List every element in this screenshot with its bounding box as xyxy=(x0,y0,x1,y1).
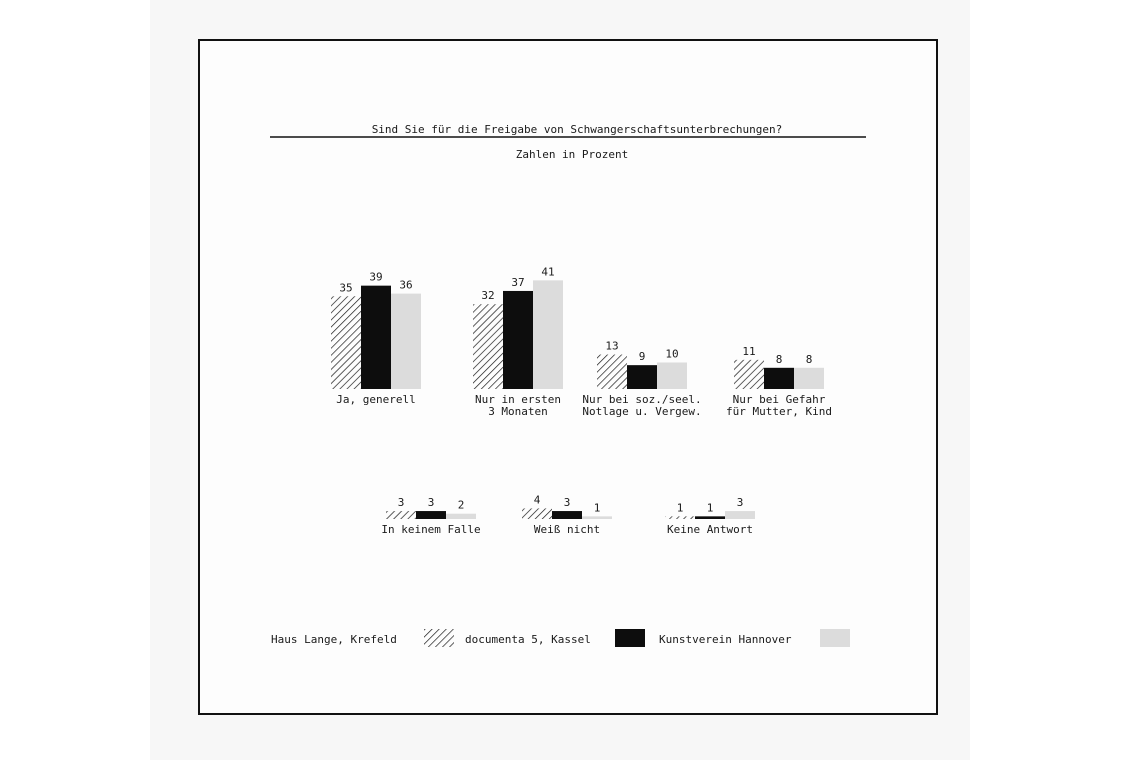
value-label: 32 xyxy=(481,289,495,303)
value-label: 35 xyxy=(339,281,353,295)
bar xyxy=(597,355,627,389)
value-label: 3 xyxy=(736,496,744,510)
value-label: 2 xyxy=(457,498,465,512)
legend-swatch xyxy=(820,629,850,647)
bar-group xyxy=(582,340,701,418)
value-label: 1 xyxy=(706,501,714,515)
bar xyxy=(725,511,755,519)
bar-group xyxy=(331,271,421,406)
bar xyxy=(446,514,476,519)
category-label: für Mutter, Kind xyxy=(726,405,832,418)
bar-groups xyxy=(331,265,832,536)
category-label: Nur bei soz./seel. xyxy=(582,393,702,406)
value-label: 8 xyxy=(775,352,783,366)
chart-title: Sind Sie für die Freigabe von Schwangerschaftsunterbrechungen? xyxy=(371,123,783,136)
bar xyxy=(665,516,695,519)
bar xyxy=(503,291,533,389)
bar xyxy=(734,360,764,389)
value-label: 3 xyxy=(427,496,435,510)
bar xyxy=(473,304,503,389)
value-label: 9 xyxy=(638,350,646,364)
value-label: 1 xyxy=(676,501,684,515)
bar xyxy=(582,516,612,519)
bar xyxy=(361,286,391,389)
category-label: Notlage u. Vergew. xyxy=(582,405,702,418)
bar xyxy=(794,368,824,389)
category-label: Keine Antwort xyxy=(666,523,754,536)
legend-swatch xyxy=(615,629,645,647)
bar-group xyxy=(726,345,832,418)
legend xyxy=(271,629,850,647)
value-label: 1 xyxy=(593,501,601,515)
value-label: 8 xyxy=(805,352,813,366)
value-label: 37 xyxy=(511,275,525,289)
legend-swatch xyxy=(424,629,454,647)
bar-group xyxy=(665,496,755,536)
bar xyxy=(552,511,582,519)
bar-group xyxy=(381,496,480,536)
category-label: Nur in ersten xyxy=(474,393,562,406)
bar xyxy=(386,511,416,519)
category-label: In keinem Falle xyxy=(381,523,481,536)
value-label: 11 xyxy=(742,344,756,358)
category-label: 3 Monaten xyxy=(488,405,548,418)
bar xyxy=(331,296,361,389)
category-label: Nur bei Gefahr xyxy=(732,393,826,406)
bar xyxy=(522,508,552,519)
bar-group xyxy=(522,493,612,536)
value-label: 36 xyxy=(399,278,413,292)
bar xyxy=(416,511,446,519)
bar xyxy=(533,280,563,389)
legend-label: documenta 5, Kassel xyxy=(465,633,591,646)
bar xyxy=(764,368,794,389)
value-label: 39 xyxy=(369,270,383,284)
chart-subtitle: Zahlen in Prozent xyxy=(515,148,629,161)
value-label: 3 xyxy=(563,496,571,510)
bar-group xyxy=(473,265,563,418)
value-label: 13 xyxy=(605,339,619,353)
legend-label: Haus Lange, Krefeld xyxy=(271,633,397,646)
bar xyxy=(391,294,421,389)
bar xyxy=(695,516,725,519)
bar xyxy=(657,363,687,390)
value-label: 41 xyxy=(541,265,555,279)
category-label: Ja, generell xyxy=(336,393,416,406)
value-label: 4 xyxy=(533,493,541,507)
bar xyxy=(627,365,657,389)
category-label: Weiß nicht xyxy=(533,523,601,536)
value-label: 3 xyxy=(397,496,405,510)
legend-label: Kunstverein Hannover xyxy=(659,633,792,646)
value-label: 10 xyxy=(665,347,679,361)
